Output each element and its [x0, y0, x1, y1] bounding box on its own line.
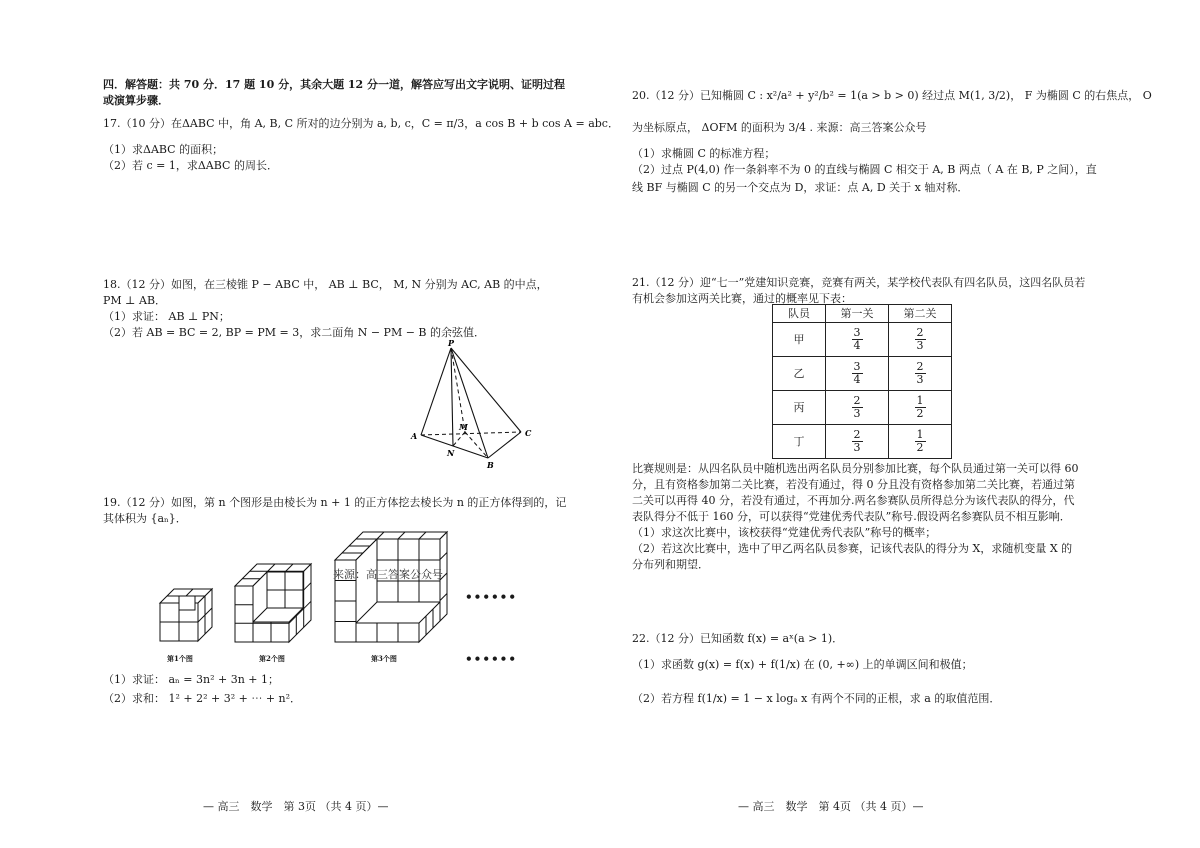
member-name-cell: 乙 [773, 357, 826, 391]
q21-part1: （1）求这次比赛中，该校获得“党建优秀代表队”称号的概率； [632, 526, 937, 539]
q18-part1: （1）求证： AB ⊥ PN； [103, 310, 230, 323]
q21-stem-line2: 有机会参加这两关比赛，通过的概率见下表： [632, 292, 852, 305]
q21-rules-line3: 二关可以再得 40 分，若没有通过，不再加分.两名参赛队员所得总分为该代表队的得分，代 [632, 494, 1075, 507]
table-header-cell: 第二关 [889, 305, 952, 323]
q19-stem-line2: 其体积为 {aₙ}． [103, 512, 187, 525]
q21-rules-line1: 比赛规则是：从四名队员中随机选出两名队员分别参加比赛，每个队员通过第一关可以得 60 [632, 462, 1079, 475]
cube-figure-3 [333, 530, 453, 645]
member-name-cell: 丁 [773, 425, 826, 459]
member-name-cell: 甲 [773, 323, 826, 357]
table-row [773, 323, 952, 357]
q17-part1: （1）求ΔABC 的面积； [103, 143, 224, 156]
q20-stem-line2: 为坐标原点， ΔOFM 的面积为 3/4 . 来源：高三答案公众号 [632, 121, 927, 134]
q19-part2: （2）求和： 1² + 2² + 3² + ⋯ + n²． [103, 692, 302, 705]
q18-stem-line1: 18.（12 分）如图，在三棱锥 P − ABC 中， AB ⊥ BC， M, N 分别为 AC, AB 的中点， [103, 278, 548, 291]
table-row [773, 357, 952, 391]
section-heading-line2: 或演算步骤． [103, 94, 169, 107]
table-row [773, 425, 952, 459]
ellipsis-dots-bottom: •••••• [465, 652, 518, 666]
member-name-cell: 丙 [773, 391, 826, 425]
ellipsis-dots-top: •••••• [465, 590, 518, 604]
q19-stem-line1: 19.（12 分）如图，第 n 个图形是由棱长为 n + 1 的正方体挖去棱长为 n 的正方体得到的，记 [103, 496, 567, 509]
q17-stem: 17.（10 分）在ΔABC 中，角 A, B, C 所对的边分别为 a, b, c，C = π/3，a cos B + b cos A = abc． [103, 117, 619, 130]
left-page-footer: — 高三 数学 第 3页 （共 4 页）— [203, 800, 389, 813]
round1-prob-cell: $\frac{3}{4}$ [826, 357, 889, 391]
cube-figure-1 [158, 583, 218, 643]
q18-part2: （2）若 AB = BC = 2, BP = PM = 3，求二面角 N − PM − B 的余弦值． [103, 326, 485, 339]
table-header-cell: 第一关 [826, 305, 889, 323]
round2-prob-cell: $\frac{1}{2}$ [889, 391, 952, 425]
label-M: M [459, 422, 468, 432]
q19-part1: （1）求证： aₙ = 3n² + 3n + 1； [103, 673, 280, 686]
q21-stem-line1: 21.（12 分）迎“七一”党建知识竞赛，竞赛有两关，某学校代表队有四名队员，这四名队员若 [632, 276, 1086, 289]
cube-figure-1-label: 第1个图 [167, 654, 193, 663]
table-header-cell: 队员 [773, 305, 826, 323]
label-P: P [448, 338, 455, 348]
q17-part2: （2）若 c = 1，求ΔABC 的周长． [103, 159, 278, 172]
cube-figure-2 [233, 560, 315, 644]
q20-part2-line1: （2）过点 P(4,0) 作一条斜率不为 0 的直线与椭圆 C 相交于 A, B 两点（ A 在 B, P 之间），直 [632, 163, 1097, 176]
q21-part2-line2: 分布列和期望． [632, 558, 709, 571]
label-C: C [525, 428, 532, 438]
table-header-row [773, 305, 952, 323]
round1-prob-cell: $\frac{3}{4}$ [826, 323, 889, 357]
table-row [773, 391, 952, 425]
round2-prob-cell: $\frac{1}{2}$ [889, 425, 952, 459]
q22-stem: 22.（12 分）已知函数 f(x) = aˣ(a > 1)． [632, 632, 844, 645]
round1-prob-cell: $\frac{2}{3}$ [826, 425, 889, 459]
q20-part2-line2: 线 BF 与椭圆 C 的另一个交点为 D，求证：点 A, D 关于 x 轴对称． [632, 181, 969, 194]
q21-rules-line2: 分，且有资格参加第二关比赛，若没有通过，得 0 分且没有资格参加第二关比赛，若通过第 [632, 478, 1075, 491]
section-heading-line1: 四．解答题：共 70 分．17 题 10 分，其余大题 12 分一道，解答应写出文字说明、证明过程 [103, 78, 566, 91]
label-N: N [447, 448, 455, 458]
round1-prob-cell: $\frac{2}{3}$ [826, 391, 889, 425]
q18-stem-line2: PM ⊥ AB． [103, 294, 167, 307]
q21-rules-line4: 表队得分不低于 160 分，可以获得“党建优秀代表队”称号.假设两名参赛队员不相互影响． [632, 510, 1071, 523]
round2-prob-cell: $\frac{2}{3}$ [889, 323, 952, 357]
label-B: B [487, 460, 494, 470]
watermark-source: 来源：高三答案公众号 [333, 568, 443, 581]
label-A: A [411, 431, 418, 441]
q21-part2-line1: （2）若这次比赛中，选中了甲乙两名队员参赛，记该代表队的得分为 X，求随机变量 X 的 [632, 542, 1073, 555]
round2-prob-cell: $\frac{2}{3}$ [889, 357, 952, 391]
cube-figure-3-label: 第3个图 [371, 654, 397, 663]
q22-part1: （1）求函数 g(x) = f(x) + f(1/x) 在 (0, +∞) 上的单调区间和极值； [632, 658, 973, 671]
cube-figure-2-label: 第2个图 [259, 654, 285, 663]
q20-stem-line1: 20.（12 分）已知椭圆 C : x²/a² + y²/b² = 1(a > b > 0) 经过点 M(1, 3/2)， F 为椭圆 C 的右焦点， O [632, 89, 1152, 102]
pyramid-figure [403, 340, 543, 470]
right-page-footer: — 高三 数学 第 4页 （共 4 页）— [738, 800, 924, 813]
probability-table [772, 304, 952, 459]
q22-part2: （2）若方程 f(1/x) = 1 − x logₐ x 有两个不同的正根，求 a 的取值范围． [632, 692, 1001, 705]
q20-part1: （1）求椭圆 C 的标准方程； [632, 147, 776, 160]
